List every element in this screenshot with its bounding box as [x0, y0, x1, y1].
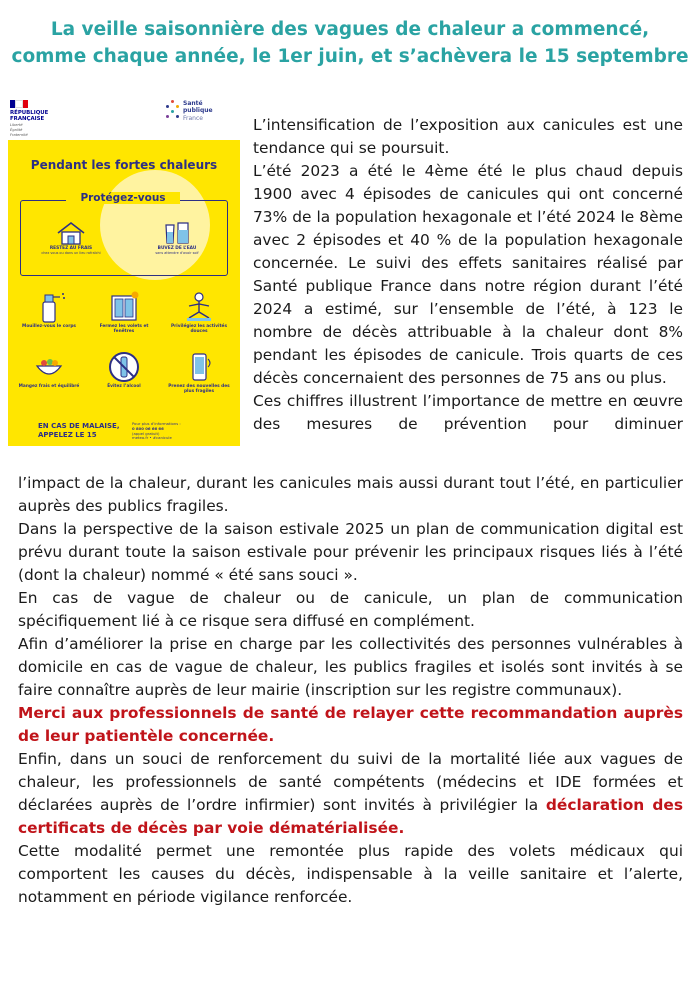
poster-item-shutters: Fermez les volets et fenêtres	[89, 290, 159, 334]
spf-dots-icon	[166, 100, 180, 122]
spf-line-1: Santé	[183, 100, 203, 107]
spf-line-2: publique	[183, 107, 213, 115]
poster-item-check-on-others: Prenez des nouvelles des plus fragiles	[164, 350, 234, 394]
food-bowl-icon	[31, 350, 67, 384]
paragraph-communication-plan: Dans la perspective de la saison estivale 2025 un plan de communication digital est prévu durant toute la saison estivale pour prévenir les principaux risques liés à l’été (dont la chaleur) nommé « été sans souci ».	[18, 520, 683, 584]
poster-title: Pendant les fortes chaleurs	[30, 158, 218, 172]
paragraph-death-certificates: Enfin, dans un souci de renforcement du suivi de la mortalité liée aux vagues de chaleur, les professionnels de santé compétents (médecins et IDE formées et déclarées auprès de l’ordre infirmier) sont invités à privilégier la déclaration des certificats de décès par voie dématérialisée.	[18, 750, 684, 837]
spray-bottle-icon	[31, 290, 67, 324]
spf-line-3: France	[183, 114, 203, 122]
emergency-notice: EN CAS DE MALAISE, APPELEZ LE 15	[38, 422, 120, 439]
motto-egalite: Égalité	[10, 128, 23, 133]
paragraph-statistics: L’été 2023 a été le 4ème été le plus chaud depuis 1900 avec 4 épisodes de canicules qui ont concerné 73% de la population hexagonale et l’été 2024 le 8ème avec 2 épisodes et 40 % de la population hexagonale concernée. Le suivi des effets sanitaires réalisé par Santé publique France dans notre région durant l’été 2024 a estimé, sur l’ensemble de l’été, à 123 le nombre de décès attribuable à la chaleur dont 8% pendant les épisodes de canicule. Trois quarts de ces décès concernaient des personnes de 75 ans ou plus.	[253, 162, 683, 387]
page-title	[0, 16, 700, 70]
meditation-icon	[181, 290, 217, 324]
no-alcohol-icon	[106, 350, 142, 384]
poster-item-stay-cool: RESTEZ AU FRAIS chez vous ou dans un lieu rafraîchi	[36, 220, 106, 255]
republique-line-1: RÉPUBLIQUE	[10, 110, 49, 116]
right-column-text	[253, 114, 683, 436]
title-line-2: comme chaque année, le 1er juin, et s’achèvera le 15 septembre	[11, 46, 689, 67]
motto-fraternite: Fraternité	[10, 133, 28, 138]
republique-line-2: FRANÇAISE	[10, 116, 45, 122]
shutters-icon	[106, 290, 142, 324]
protect-title: Protégez-vous	[66, 192, 180, 204]
paragraph-registry: Afin d’améliorer la prise en charge par les collectivités des personnes vulnérables à domicile en cas de vague de chaleur, les publics fragiles et isolés sont invités à se faire connaître auprès de leur mairie (inscription sur les registre communaux).	[18, 635, 683, 699]
phone-icon	[181, 350, 217, 384]
poster-item-drink-water: BUVEZ DE L’EAU sans attendre d’avoir soif	[142, 220, 212, 255]
poster-item-avoid-alcohol: Évitez l’alcool	[89, 350, 159, 389]
poster-area	[8, 100, 240, 448]
house-icon	[54, 220, 88, 246]
republique-francaise-logo	[10, 100, 56, 138]
info-block: Pour plus d’informations : 0 800 06 66 66 (appel gratuit) meteo.fr • #canicule	[132, 421, 181, 441]
paragraph-thanks-professionals: Merci aux professionnels de santé de relayer cette recommandation auprès de leur patientèle concernée.	[18, 704, 683, 745]
paragraph-prevention-end: l’impact de la chaleur, durant les canicules mais aussi durant tout l’été, en particulier auprès des publics fragiles.	[18, 474, 683, 515]
logos	[8, 100, 240, 138]
paragraph-prevention-start: Ces chiffres illustrent l’importance de mettre en œuvre des mesures de prévention pour diminuer	[253, 392, 683, 433]
full-width-text	[18, 472, 683, 909]
title-line-1: La veille saisonnière des vagues de chaleur a commencé,	[50, 19, 650, 40]
poster-item-eat-fresh: Mangez frais et équilibré	[14, 350, 84, 389]
highlight-dematerialized-declaration: déclaration des certificats de décès par voie dématérialisée.	[18, 796, 684, 837]
poster-item-spray: Mouillez-vous le corps	[14, 290, 84, 329]
french-flag-icon	[10, 100, 28, 108]
water-glass-icon	[160, 220, 194, 246]
paragraph-modality: Cette modalité permet une remontée plus rapide des volets médicaux qui comportent les causes du décès, indispensable à la veille sanitaire et l’alerte, notamment en période vigilance renforcée.	[18, 842, 683, 906]
sante-publique-france-logo	[166, 100, 213, 122]
paragraph-heatwave-plan: En cas de vague de chaleur ou de canicule, un plan de communication spécifiquement lié à ce risque sera diffusé en complément.	[18, 589, 683, 630]
motto-liberte: Liberté	[10, 123, 23, 127]
poster-item-gentle-activity: Privilégiez les activités douces	[164, 290, 234, 334]
paragraph-intro: L’intensification de l’exposition aux canicules est une tendance qui se poursuit.	[253, 116, 683, 157]
heatwave-poster	[8, 140, 240, 446]
